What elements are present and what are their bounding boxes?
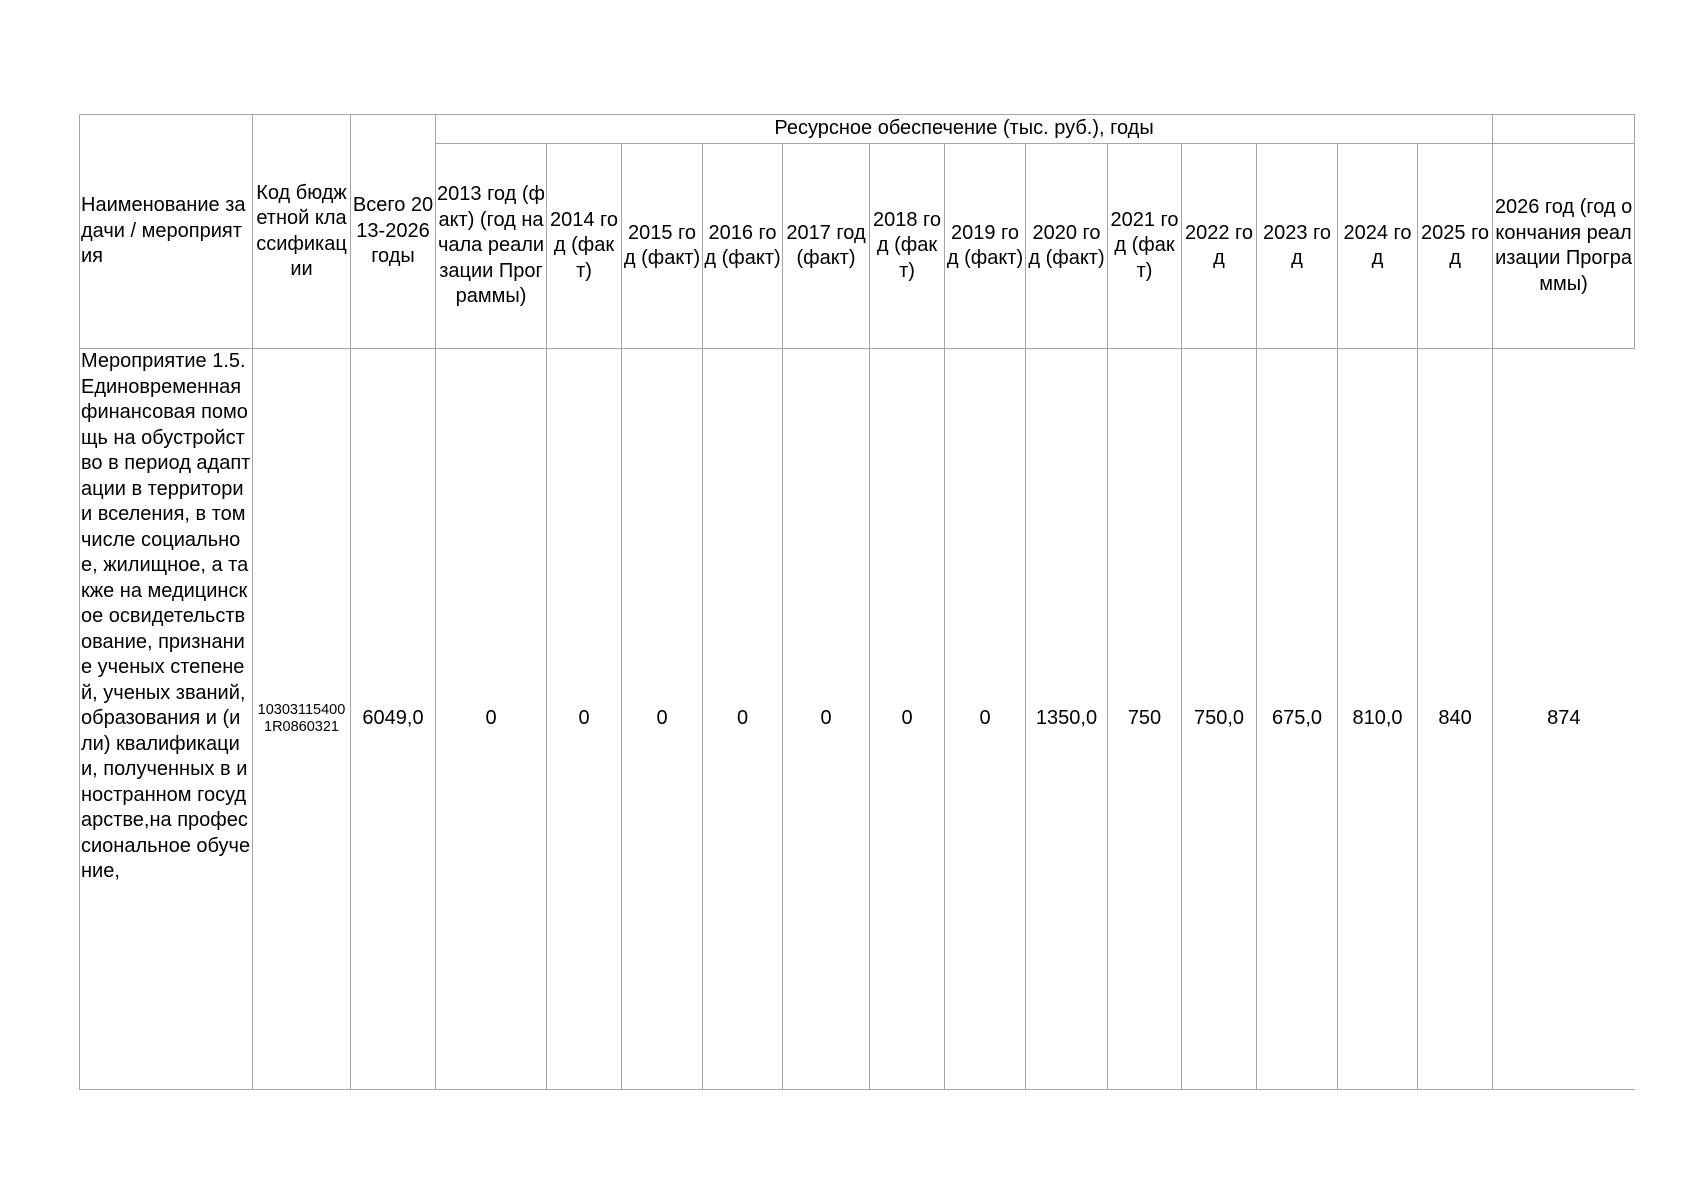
header-year-2016: 2016 год (факт) bbox=[703, 144, 783, 349]
header-year-2018: 2018 год (факт) bbox=[870, 144, 945, 349]
row-value-2026: 874 bbox=[1493, 349, 1635, 1090]
header-budget-code: Код бюджетной классификации bbox=[253, 115, 351, 349]
header-year-2023: 2023 год bbox=[1257, 144, 1338, 349]
row-value-2013: 0 bbox=[436, 349, 547, 1090]
header-row-top bbox=[80, 115, 1635, 144]
header-year-2026: 2026 год (год окончания реализации Программы) bbox=[1493, 144, 1635, 349]
table-row bbox=[80, 349, 1635, 1090]
row-budget-code: 103031154001R0860321 bbox=[253, 349, 351, 1090]
header-year-2019: 2019 год (факт) bbox=[945, 144, 1026, 349]
row-value-2016: 0 bbox=[703, 349, 783, 1090]
header-year-2020: 2020 год (факт) bbox=[1026, 144, 1108, 349]
header-year-2015: 2015 год (факт) bbox=[622, 144, 703, 349]
header-task-name: Наименование задачи / мероприятия bbox=[80, 115, 253, 349]
row-value-2022: 750,0 bbox=[1182, 349, 1257, 1090]
header-year-2021: 2021 год (факт) bbox=[1108, 144, 1182, 349]
header-year-2022: 2022 год bbox=[1182, 144, 1257, 349]
row-value-2023: 675,0 bbox=[1257, 349, 1338, 1090]
row-value-2014: 0 bbox=[547, 349, 622, 1090]
header-year-2024: 2024 год bbox=[1338, 144, 1418, 349]
row-value-2020: 1350,0 bbox=[1026, 349, 1108, 1090]
header-empty-cell bbox=[1493, 115, 1635, 144]
row-value-2024: 810,0 bbox=[1338, 349, 1418, 1090]
row-value-2018: 0 bbox=[870, 349, 945, 1090]
row-value-2017: 0 bbox=[783, 349, 870, 1090]
header-year-2014: 2014 год (факт) bbox=[547, 144, 622, 349]
row-task-name: Мероприятие 1.5. Единовременная финансовая помощь на обустройство в период адаптации в территории вселения, в том числе социальное, жилищное, а также на медицинское освидетельствование, признание ученых степеней, ученых званий, образования и (или) квалификации, полученных в иностранном государстве,на профессиональное обучение, bbox=[80, 349, 253, 1090]
header-resource-group: Ресурсное обеспечение (тыс. руб.), годы bbox=[436, 115, 1493, 144]
header-year-2017: 2017 год (факт) bbox=[783, 144, 870, 349]
row-value-2021: 750 bbox=[1108, 349, 1182, 1090]
row-total: 6049,0 bbox=[351, 349, 436, 1090]
row-value-2025: 840 bbox=[1418, 349, 1493, 1090]
row-value-2019: 0 bbox=[945, 349, 1026, 1090]
header-year-2025: 2025 год bbox=[1418, 144, 1493, 349]
header-total: Всего 2013-2026 годы bbox=[351, 115, 436, 349]
budget-table bbox=[79, 114, 1635, 1090]
header-year-2013: 2013 год (факт) (год начала реализации Программы) bbox=[436, 144, 547, 349]
row-value-2015: 0 bbox=[622, 349, 703, 1090]
